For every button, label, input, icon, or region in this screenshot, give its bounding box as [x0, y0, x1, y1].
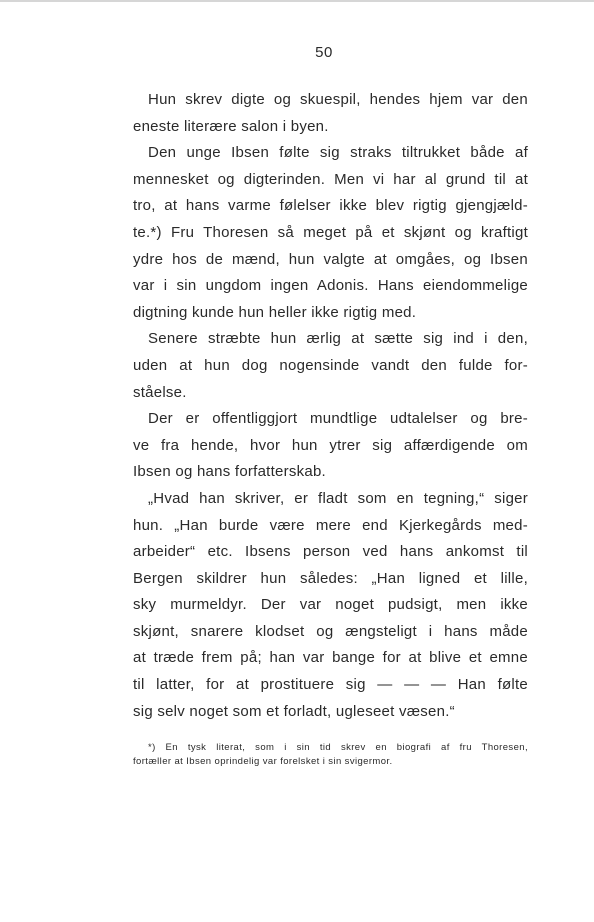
text-line: Senere stræbte hun ærlig at sætte sig ind i den, [148, 330, 528, 348]
text-line: „Hvad han skriver, er fladt som en tegning,“ siger [148, 489, 528, 507]
text-line: til latter, for at prostituere sig — — — Han følte [133, 676, 528, 694]
text-line: te.*) Fru Thoresen så meget på et skjønt og kraftigt [133, 223, 528, 241]
text-line: ydre hos de mænd, hun valgte at omgåes, og Ibsen [133, 250, 528, 268]
footnote-line: *) En tysk literat, som i sin tid skrev en biografi af fru Thoresen, [148, 742, 528, 753]
text-line: skjønt, snarere klodset og ængsteligt i hans måde [133, 622, 528, 640]
text-line: var i sin ungdom ingen Adonis. Hans eiendommelige [133, 277, 528, 295]
text-line: sky murmeldyr. Der var noget pudsigt, men ikke [133, 596, 528, 614]
text-line: eneste literære salon i byen. [133, 117, 329, 135]
text-line: Ibsen og hans forfatterskab. [133, 463, 326, 481]
text-line: hun. „Han burde være mere end Kjerkegårds med- [133, 516, 528, 534]
text-line: ståelse. [133, 383, 187, 401]
page-number: 50 [315, 44, 333, 61]
text-line: Hun skrev digte og skuespil, hendes hjem var den [148, 91, 528, 108]
text-line: Der er offentliggjort mundtlige udtalelser og bre- [148, 410, 528, 428]
text-line: sig selv noget som et forladt, ugleseet væsen.“ [133, 702, 455, 720]
footnote-line: fortæller at Ibsen oprindelig var forelsket i sin svigermor. [133, 756, 393, 767]
text-line: at træde frem på; han var bange for at blive et emne [133, 649, 528, 667]
body-text [133, 87, 528, 725]
text-line: ve fra hende, hvor hun ytrer sig affærdigende om [133, 436, 528, 454]
text-line: tro, at hans varme følelser ikke blev rigtig gjengjæld- [133, 197, 528, 215]
text-line: Bergen skildrer hun således: „Han ligned et lille, [133, 569, 528, 587]
text-line: mennesket og digterinden. Men vi har al grund til at [133, 170, 528, 188]
text-line: Den unge Ibsen følte sig straks tiltrukket både af [148, 144, 528, 162]
text-line: digtning kunde hun heller ikke rigtig med. [133, 303, 417, 321]
text-line: uden at hun dog nogensinde vandt den fulde for- [133, 356, 528, 374]
top-edge-rule [0, 0, 594, 2]
text-line: arbeider“ etc. Ibsens person ved hans ankomst til [133, 543, 528, 561]
footnote [133, 741, 528, 769]
